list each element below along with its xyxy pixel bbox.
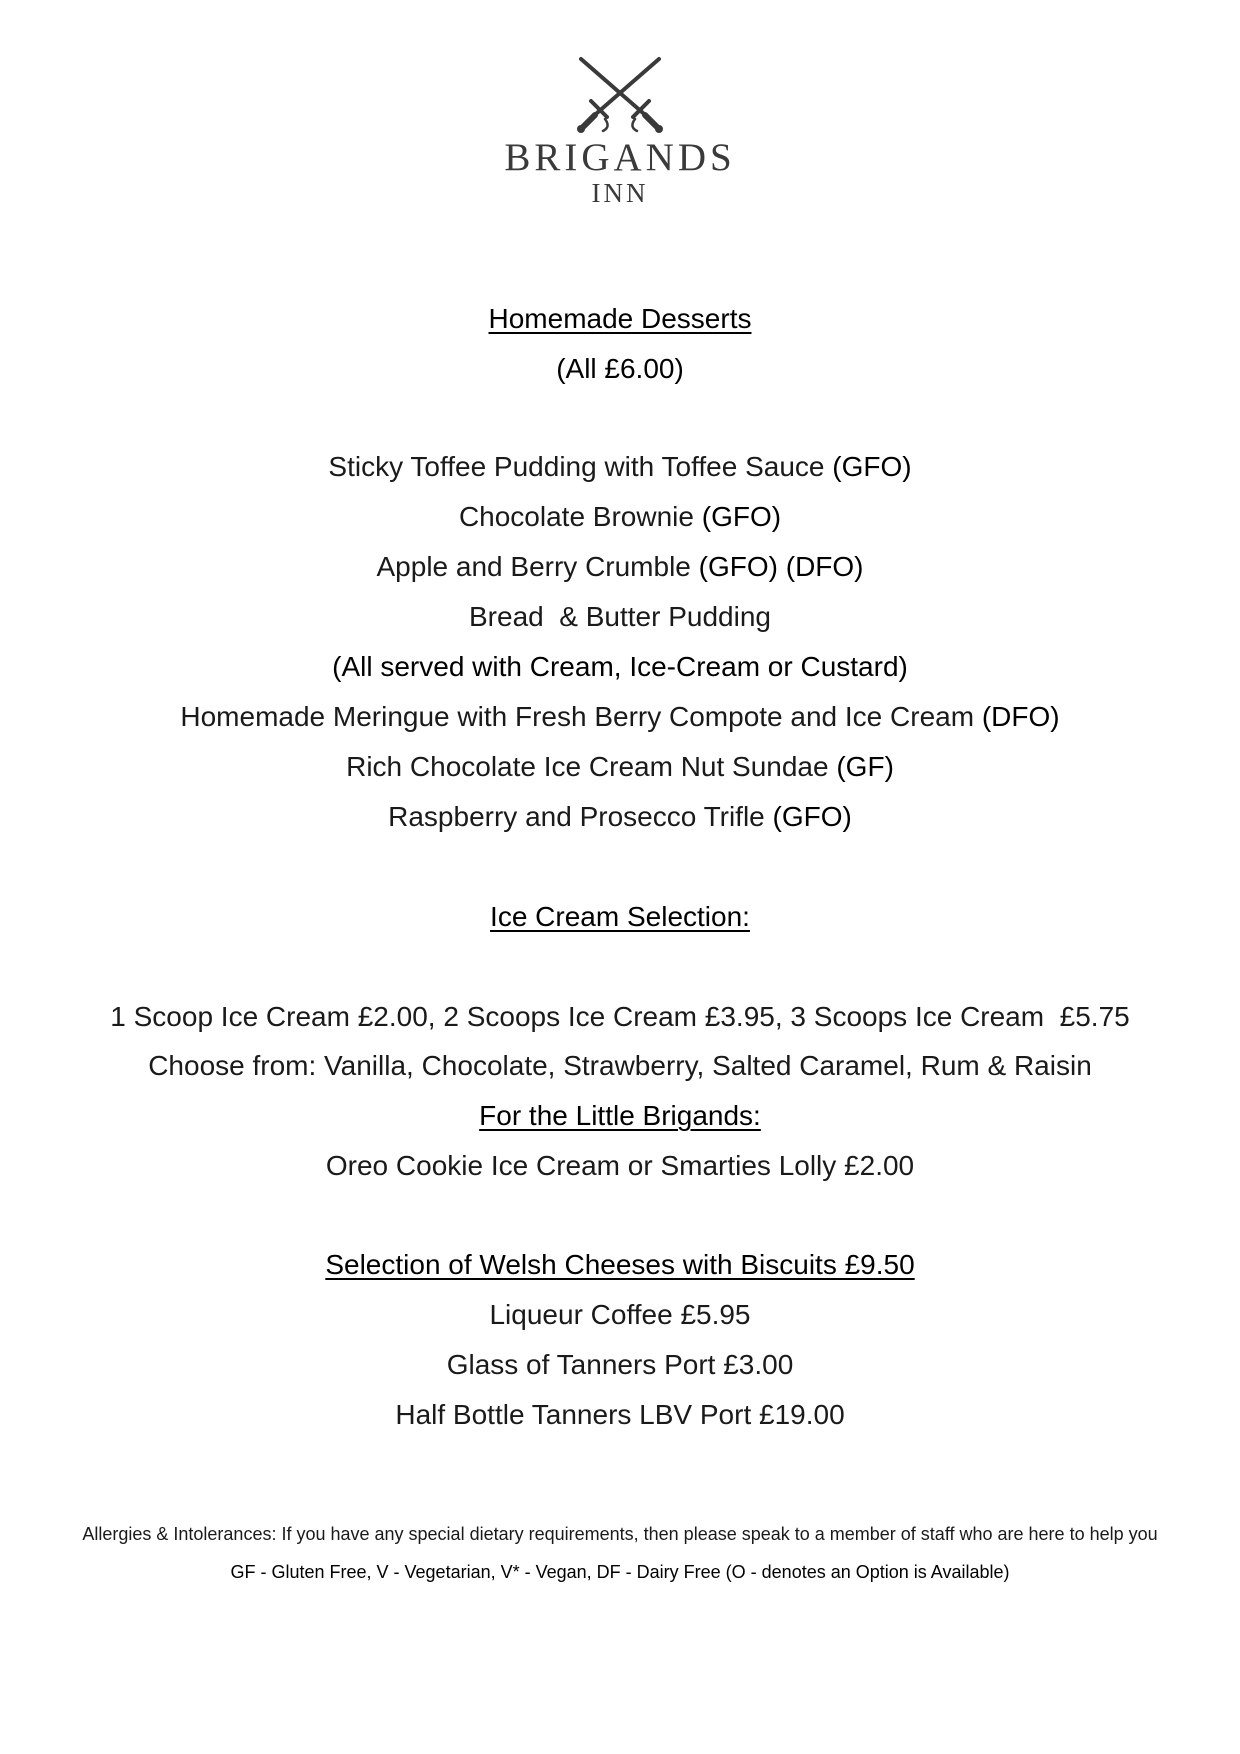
ice-cream-heading: Ice Cream Selection:: [490, 901, 750, 932]
extras-item: Half Bottle Tanners LBV Port £19.00: [395, 1399, 845, 1430]
dessert-item: Rich Chocolate Ice Cream Nut Sundae (GF): [346, 751, 894, 782]
desserts-price-note: (All £6.00): [556, 353, 684, 384]
dessert-item: Bread & Butter Pudding: [469, 601, 771, 632]
dessert-item: Chocolate Brownie (GFO): [458, 501, 782, 532]
allergies-note: Allergies & Intolerances: If you have any special dietary requirements, then please speak to a member of staff who are here to help you: [82, 1524, 1158, 1544]
dessert-item: Apple and Berry Crumble (GFO) (DFO): [376, 551, 864, 582]
desserts-heading: Homemade Desserts: [488, 303, 752, 334]
dessert-item: Homemade Meringue with Fresh Berry Compote and Ice Cream (DFO): [180, 701, 1060, 732]
ice-cream-prices: 1 Scoop Ice Cream £2.00, 2 Scoops Ice Cream £3.95, 3 Scoops Ice Cream £5.75: [110, 1001, 1130, 1032]
cheese-heading: Selection of Welsh Cheeses with Biscuits £9.50: [325, 1249, 915, 1280]
dessert-item: Sticky Toffee Pudding with Toffee Sauce (GFO): [328, 451, 912, 482]
dietary-legend: GF - Gluten Free, V - Vegetarian, V* - Vegan, DF - Dairy Free (O - denotes an Option is Available): [230, 1562, 1010, 1582]
extras-item: Liqueur Coffee £5.95: [489, 1299, 751, 1330]
kids-heading: For the Little Brigands:: [479, 1100, 761, 1131]
kids-item: Oreo Cookie Ice Cream or Smarties Lolly £2.00: [325, 1150, 915, 1181]
crossed-swords-icon: [565, 55, 675, 135]
brand-name: BRIGANDS: [504, 136, 736, 179]
brigands-inn-logo: [0, 55, 1240, 207]
ice-cream-flavours: Choose from: Vanilla, Chocolate, Strawberry, Salted Caramel, Rum & Raisin: [148, 1050, 1092, 1081]
served-with-note: (All served with Cream, Ice-Cream or Custard): [332, 651, 908, 682]
extras-item: Glass of Tanners Port £3.00: [446, 1349, 794, 1380]
dessert-item: Raspberry and Prosecco Trifle (GFO): [388, 801, 852, 832]
brand-subname: INN: [591, 178, 649, 208]
